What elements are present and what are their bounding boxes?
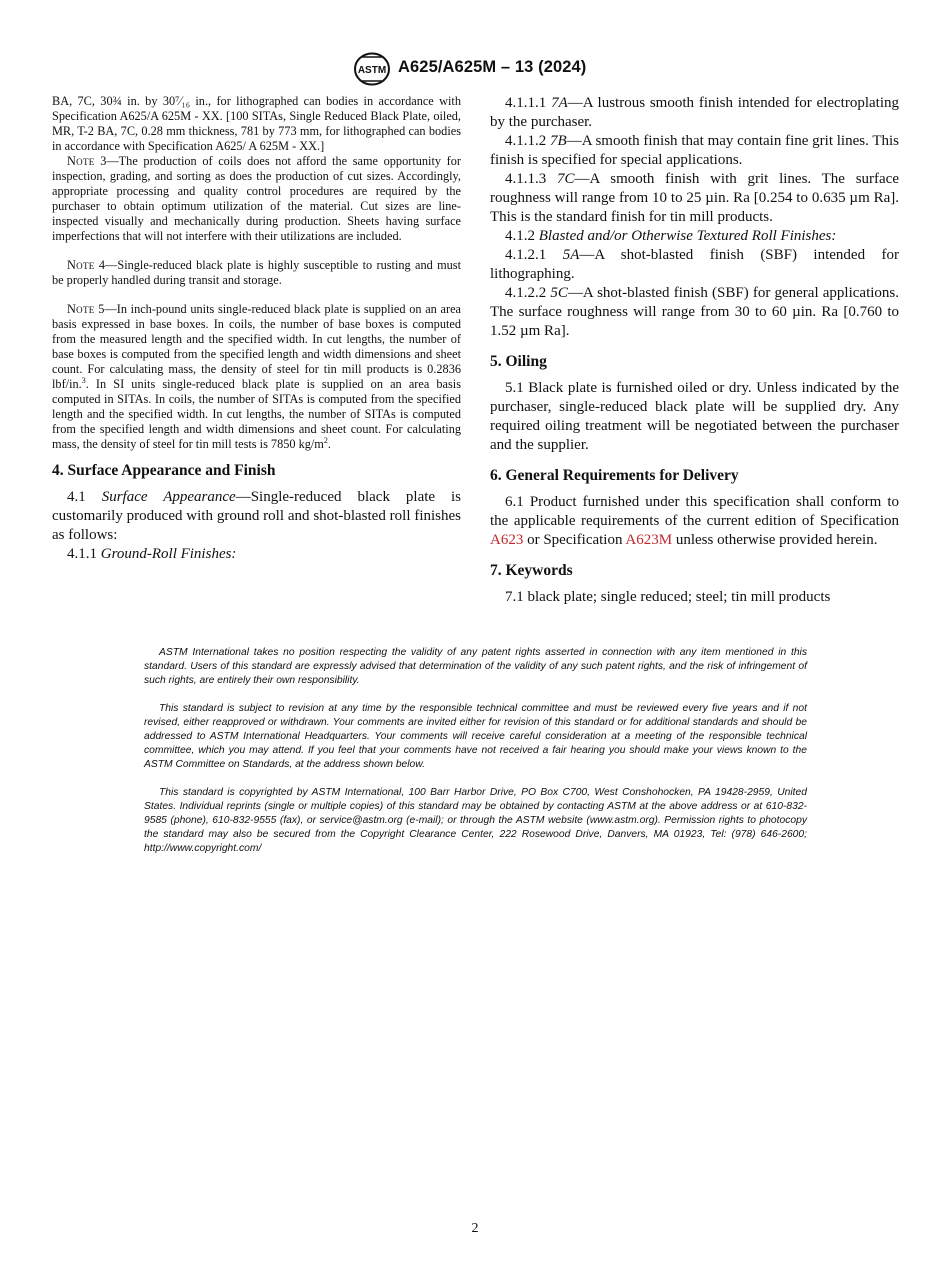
paragraph-4-1-2-1-number: 4.1.2.1 [505,247,563,263]
paragraph-4-1-1-2-term: 7B [550,133,567,149]
note-4-text: 4—Single-reduced black plate is highly susceptible to rusting and must be properly handled during transit and storage. [52,258,461,287]
specification-a623-link[interactable]: A623 [490,532,524,548]
paragraph-4-1-1 [52,545,461,564]
document-title: A625/A625M – 13 (2024) [398,58,587,76]
paragraph-5-1: 5.1 Black plate is furnished oiled or dry. Unless indicated by the purchaser, single-reduced black plate will be supplied dry. Any required oiling treatment will be negotiated between the purchaser and the supplier. [490,380,899,453]
note-5-text-b: . In SI units single-reduced black plate is supplied on an area basis computed in SITAs. In coils, the number of SITAs is computed from the specified length and the specified width. In cut lengths, the number of SITAs is computed from the specified length and width dimensions and sheet count. For calculating mass, the density of steel for tin mill tests is 7850 kg/m [52,377,461,451]
right-column [490,94,899,607]
note-5 [52,302,461,452]
paragraph-4-1-text: —Single-reduced black plate is customarily produced with ground roll and shot-blasted roll finishes as follows: [52,489,462,543]
note-5-text-c: . [327,437,331,451]
paragraph-4-1-1-1-text: —A lustrous smooth finish intended for electroplating by the purchaser. [490,95,899,130]
section-5-heading: 5. Oiling [490,353,547,370]
note-3 [52,154,461,244]
page-number: 2 [471,1221,479,1236]
paragraph-4-1-1-number: 4.1.1 [67,546,101,562]
paragraph-4-1-1-1 [490,94,899,132]
astm-disclaimer [144,646,807,870]
note-3-text: 3—The production of coils does not afford the same opportunity for inspection, grading, and sorting as does the production of cut sizes. Accordingly, appropriate processing and quality control procedures are required by the purchaser to obtain optimum utilization of the material. Cut sizes are line-inspected visually and mechanically during production. Sheets having surface imperfections that will not interfere with their utilizations are included. [52,154,461,243]
paragraph-6-1-text-b: or Specification [523,532,626,548]
section-4-heading: 4. Surface Appearance and Finish [52,462,276,479]
svg-text:ASTM: ASTM [357,65,387,76]
disclaimer-patent: ASTM International takes no position respecting the validity of any patent rights asserted in connection with any item mentioned in this standard. Users of this standard are expressly advised that determination of the validity of any such patent rights, and the risk of infringement of such rights, are entirely their own responsibility. [144,647,807,686]
disclaimer-copyright: This standard is copyrighted by ASTM International, 100 Barr Harbor Drive, PO Box C700, West Conshohocken, PA 19428-2959, United States. Individual reprints (single or multiple copies) of this standard may be obtained by contacting ASTM at the above address or at 610-832-9585 (phone), 610-832-9555 (fax), or service@astm.org (e-mail); or through the ASTM website (www.astm.org). Permission rights to photocopy the standard may also be secured from the Copyright Clearance Center, 222 Rosewood Drive, Danvers, MA 01923, Tel: (978) 646-2600; http://www.copyright.com/ [144,787,807,854]
paragraph-4-1-2-1-text: —A shot-blasted finish (SBF) intended for lithographing. [490,247,900,282]
paragraph-4-1-2-2 [490,284,899,341]
paragraph-6-1 [490,493,899,550]
paragraph-4-1-1-1-number: 4.1.1.1 [505,95,552,111]
left-column [52,94,461,564]
paragraph-4-1-1-3-term: 7C [557,171,575,187]
specification-a623m-link[interactable]: A623M [625,532,673,548]
paragraph-4-1-1-1-term: 7A [551,95,568,111]
paragraph-4-1-2-2-text: —A shot-blasted finish (SBF) for general applications. The surface roughness will range from 30 to 60 µin. Ra [0.760 to 1.52 µm Ra]. [490,285,900,339]
note-5-label: Note [67,302,95,316]
paragraph-4-1 [52,488,461,545]
paragraph-4-1-1-2 [490,132,899,170]
paragraph-4-1-term: Surface Appearance [101,489,236,505]
continuation-paragraph: BA, 7C, 30¾ in. by 30⁷⁄₁₆ in., for lithographed can bodies in accordance with Specification A625/A 625M - XX. [100 SITAs, Single Reduced Black Plate, oiled, MR, T-2 BA, 7C, 0.28 mm thickness, 781 by 773 mm, for lithographed can bodies in accordance with Specification A625/ A 625M - XX.] [52,94,461,153]
note-4-label: Note [67,258,95,272]
paragraph-4-1-2-2-number: 4.1.2.2 [505,285,551,301]
paragraph-4-1-1-3-text: —A smooth finish with grit lines. The surface roughness will range from 10 to 25 µin. Ra [0.254 to 0.635 µm Ra]. This is the standard finish for tin mill products. [490,171,899,225]
section-6-heading: 6. General Requirements for Delivery [490,467,739,484]
astm-logo-icon [353,52,391,86]
paragraph-4-1-1-3-number: 4.1.1.3 [505,171,557,187]
paragraph-4-1-1-term: Ground-Roll Finishes: [100,546,237,562]
paragraph-4-1-2 [490,227,899,246]
note-3-label: Note [67,154,95,168]
note-5-superscript-a: 3 [81,375,86,385]
note-5-text-a: 5—In inch-pound units single-reduced black plate is supplied on an area basis expressed in base boxes. In coils, the number of base boxes is computed from the measured length and the specified width. In cut lengths, the number of base boxes is computed from the specified length and width dimensions and sheet count. For calculating mass, the density of steel for tin mill products is 0.2836 lbf/in. [52,302,461,391]
paragraph-4-1-2-1 [490,246,899,284]
paragraph-6-1-text-c: unless otherwise provided herein. [672,532,878,548]
paragraph-4-1-2-number: 4.1.2 [505,228,539,244]
paragraph-4-1-1-2-number: 4.1.1.2 [505,133,551,149]
paragraph-4-1-2-1-term: 5A [562,247,580,263]
section-7-heading: 7. Keywords [490,562,573,579]
paragraph-6-1-text-a: 6.1 Product furnished under this specification shall conform to the applicable requirements of the current edition of Specification [490,494,899,529]
note-4 [52,258,461,288]
disclaimer-revision: This standard is subject to revision at any time by the responsible technical committee and must be reviewed every five years and if not revised, either reapproved or withdrawn. Your comments are invited either for revision of this standard or for additional standards and should be addressed to ASTM International Headquarters. Your comments will receive careful consideration at a meeting of the responsible technical committee, which you may attend. If you feel that your comments have not received a fair hearing you should make your views known to the ASTM Committee on Standards, at the address shown below. [144,703,807,770]
paragraph-4-1-2-term: Blasted and/or Otherwise Textured Roll Finishes: [538,228,837,244]
paragraph-4-1-1-3 [490,170,899,227]
paragraph-7-1: 7.1 black plate; single reduced; steel; tin mill products [505,589,831,605]
paragraph-4-1-2-2-term: 5C [550,285,568,301]
page-header [0,50,950,90]
note-5-superscript-b: 2 [323,435,328,445]
paragraph-4-1-number: 4.1 [67,489,102,505]
paragraph-4-1-1-2-text: —A smooth finish that may contain fine grit lines. This finish is specified for special applications. [490,133,899,168]
